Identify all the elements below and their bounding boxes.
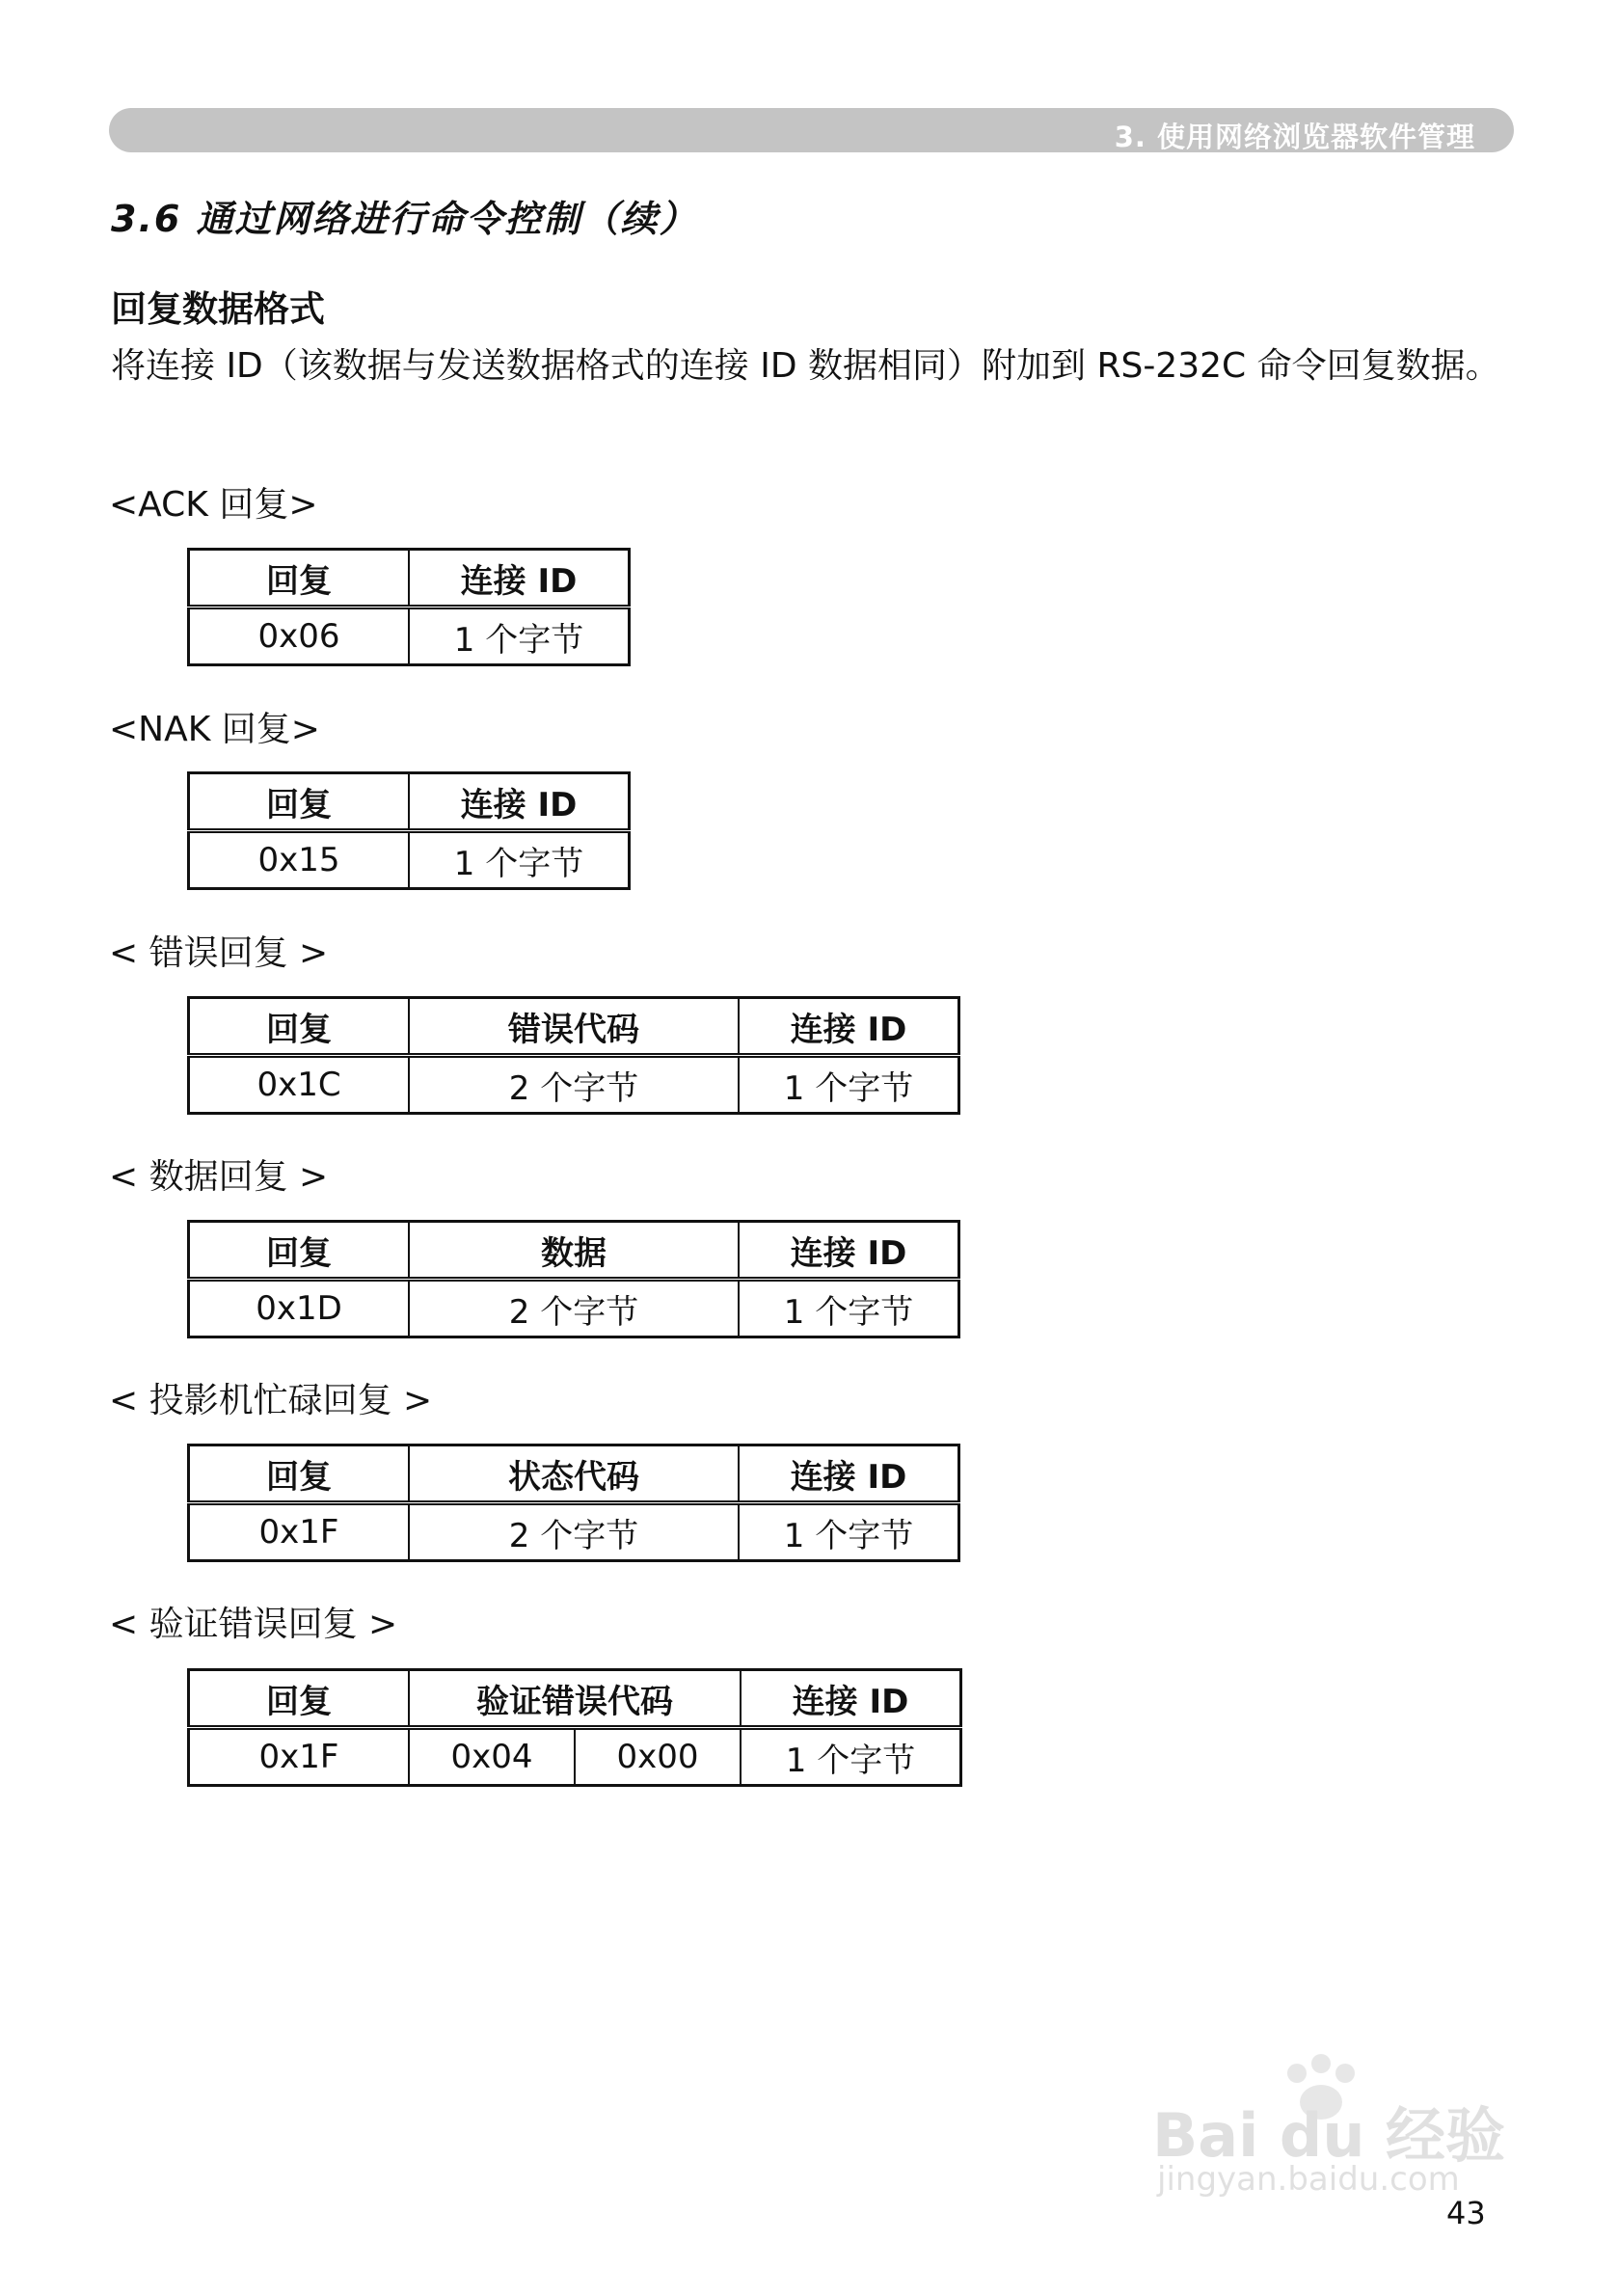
auth-error-header-reply: 回复 [189,1670,410,1728]
auth-error-cell-code-1: 0x04 [409,1728,575,1786]
busy-cell-status-code: 2 个字节 [409,1503,739,1561]
baidu-watermark [1152,2049,1519,2203]
ack-header-connection-id: 连接 ID [409,550,630,608]
auth-error-cell-reply: 0x1F [189,1728,410,1786]
subsection-title: 回复数据格式 [111,288,325,330]
error-cell-reply: 0x1C [189,1056,410,1114]
data-reply-header-data: 数据 [409,1222,739,1280]
subsection-description: 将连接 ID（该数据与发送数据格式的连接 ID 数据相同）附加到 RS-232C 命令回复数据。 [111,346,1500,386]
error-table [187,996,960,1115]
data-reply-cell-data: 2 个字节 [409,1280,739,1337]
data-reply-label: < 数据回复 > [109,1157,329,1197]
data-reply-header-connection-id: 连接 ID [739,1222,959,1280]
chapter-header-text: 3. 使用网络浏览器软件管理 [1114,121,1475,153]
busy-label: < 投影机忙碌回复 > [109,1381,433,1420]
data-reply-cell-connection-id: 1 个字节 [739,1280,959,1337]
busy-cell-reply: 0x1F [189,1503,410,1561]
auth-error-cell-connection-id: 1 个字节 [741,1728,961,1786]
ack-label: <ACK 回复> [109,485,318,525]
auth-error-label: < 验证错误回复 > [109,1605,398,1644]
busy-cell-connection-id: 1 个字节 [739,1503,959,1561]
nak-cell-reply: 0x15 [189,831,410,889]
data-reply-header-reply: 回复 [189,1222,410,1280]
nak-header-connection-id: 连接 ID [409,773,630,831]
ack-cell-connection-id: 1 个字节 [409,608,630,665]
section-title: 3.6 通过网络进行命令控制（续） [111,198,698,240]
error-header-reply: 回复 [189,998,410,1056]
watermark-line1: Bai du 经验 [1152,2100,1506,2171]
page-number: 43 [1446,2195,1486,2231]
nak-table [187,771,631,890]
auth-error-cell-code-2: 0x00 [575,1728,741,1786]
busy-header-reply: 回复 [189,1445,410,1503]
busy-table [187,1444,960,1562]
busy-header-connection-id: 连接 ID [739,1445,959,1503]
error-cell-error-code: 2 个字节 [409,1056,739,1114]
chapter-header-bar [109,108,1514,152]
auth-error-header-auth-code: 验证错误代码 [409,1670,741,1728]
error-header-error-code: 错误代码 [409,998,739,1056]
ack-table [187,548,631,666]
ack-cell-reply: 0x06 [189,608,410,665]
nak-cell-connection-id: 1 个字节 [409,831,630,889]
ack-header-reply: 回复 [189,550,410,608]
nak-label: <NAK 回复> [109,710,320,749]
nak-header-reply: 回复 [189,773,410,831]
error-header-connection-id: 连接 ID [739,998,959,1056]
watermark-line2: jingyan.baidu.com [1157,2160,1460,2199]
data-reply-table [187,1220,960,1338]
data-reply-cell-reply: 0x1D [189,1280,410,1337]
auth-error-table [187,1668,962,1787]
error-label: < 错误回复 > [109,933,329,973]
busy-header-status-code: 状态代码 [409,1445,739,1503]
error-cell-connection-id: 1 个字节 [739,1056,959,1114]
auth-error-header-connection-id: 连接 ID [741,1670,961,1728]
